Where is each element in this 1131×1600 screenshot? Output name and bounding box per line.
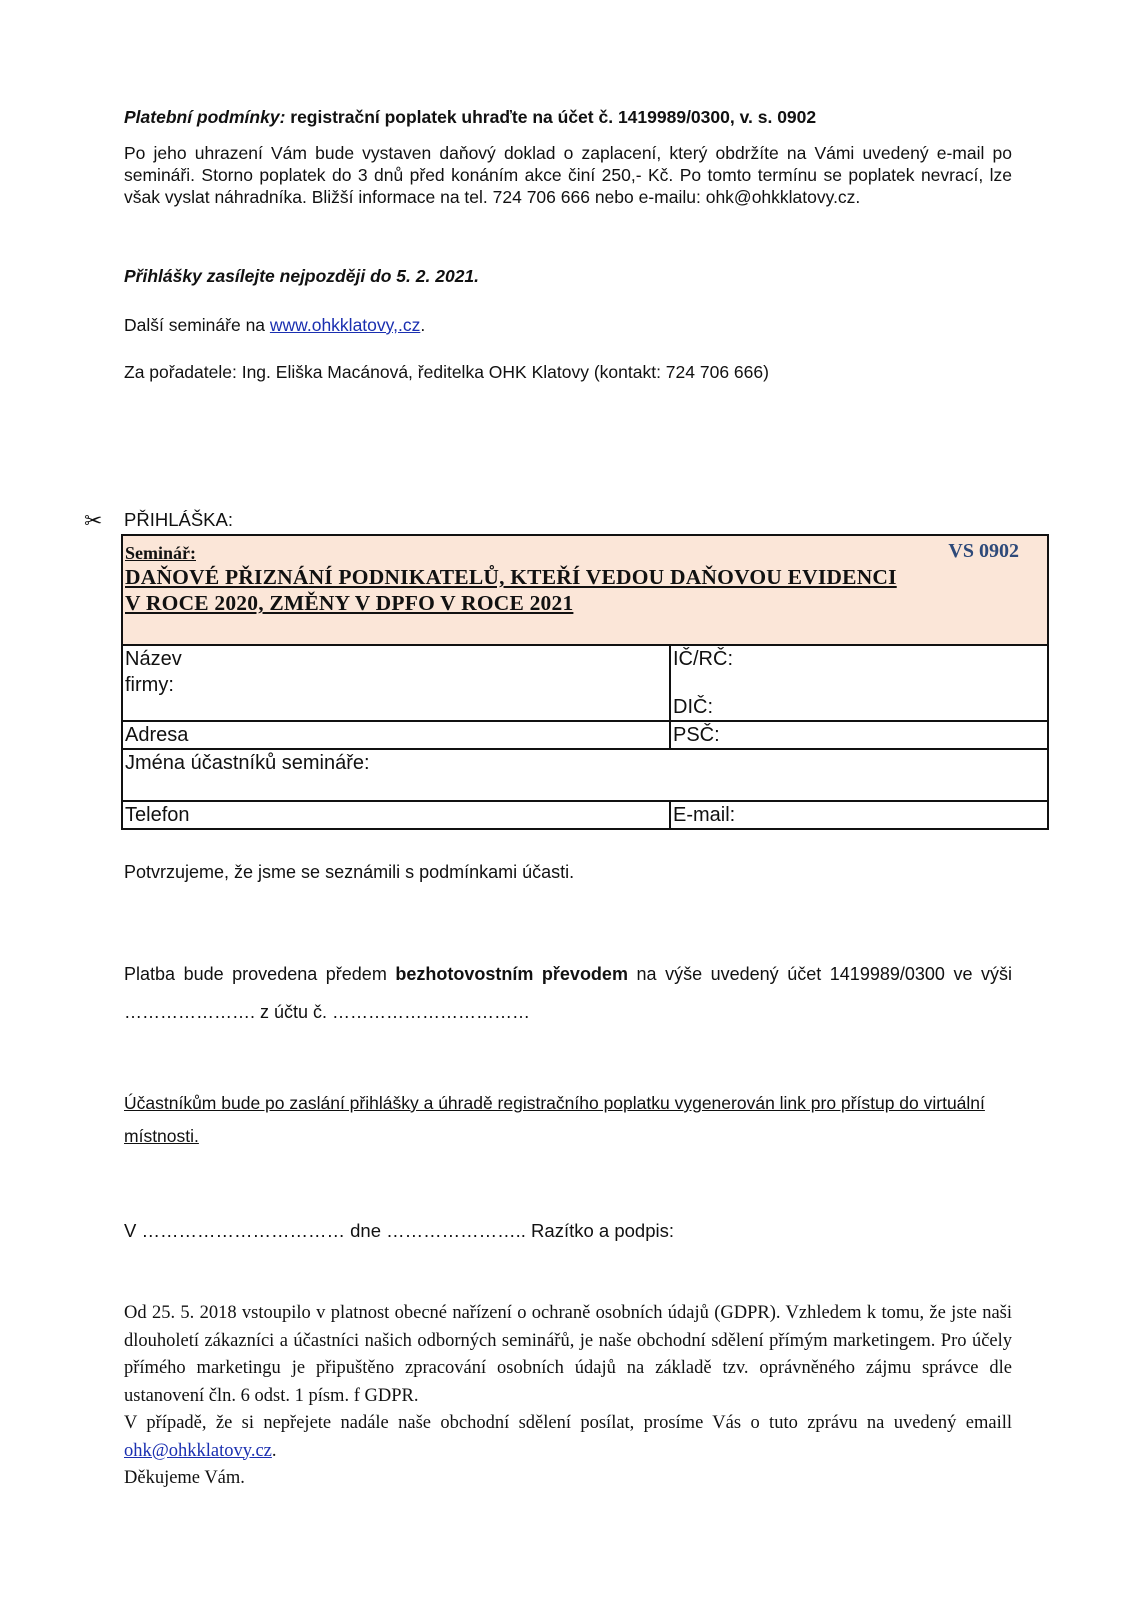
seminar-label: Seminář: xyxy=(125,543,196,563)
address-label: Adresa xyxy=(125,724,189,746)
further-suffix: . xyxy=(420,315,426,335)
payment-part-1: Platba bude provedena předem xyxy=(124,964,396,984)
payment-paragraph xyxy=(124,955,1012,1031)
gdpr-text-suffix: . xyxy=(271,1440,277,1461)
email-label: E-mail: xyxy=(673,804,736,826)
payment-terms-label: Platební podmínky: xyxy=(124,107,286,127)
phone-label: Telefon xyxy=(125,804,190,826)
phone-field[interactable] xyxy=(122,801,670,829)
ic-label: IČ/RČ: xyxy=(673,648,733,670)
gdpr-email-link[interactable]: ohk@ohkklatovy.cz xyxy=(124,1440,272,1461)
variable-symbol: VS 0902 xyxy=(948,540,1019,562)
seminar-title-line-2: V ROCE 2020, ZMĚNY V DPFO V ROCE 2021 xyxy=(125,591,574,615)
further-prefix: Další semináře na xyxy=(124,315,270,335)
seminar-title-line-1: DAŇOVÉ PŘIZNÁNÍ PODNIKATELŮ, KTEŘÍ VEDOU DAŇOVOU EVIDENCI xyxy=(125,565,897,589)
terms-paragraph: Po jeho uhrazení Vám bude vystaven daňový doklad o zaplacení, který obdržíte na Vámi uvedený e-mail po semináři. Storno poplatek do 3 dnů před konáním akce činí 250,- Kč. Po tomto termínu se poplatek nevrací, lze však vyslat náhradníka. Bližší informace na tel. 724 706 666 nebo e-mailu: ohk@ohkklatovy.cz. xyxy=(124,143,1012,207)
gdpr-thanks: Děkujeme Vám. xyxy=(124,1468,245,1488)
email-field[interactable] xyxy=(670,801,1048,829)
participants-field[interactable] xyxy=(122,749,1048,801)
virtual-room-notice: Účastníkům bude po zaslání přihlášky a úhradě registračního poplatku vygenerován link pro přístup do virtuální místnosti. xyxy=(124,1093,985,1146)
payment-method: bezhotovostním převodem xyxy=(395,964,628,984)
further-seminars xyxy=(124,315,1012,336)
gdpr-text-prefix: V případě, že si nepřejete nadále naše obchodní sdělení posílat, prosíme Vás o tuto zprávu na uvedený emaill xyxy=(124,1413,1012,1433)
form-heading: PŘIHLÁŠKA: xyxy=(124,509,233,530)
participants-label: Jména účastníků semináře: xyxy=(125,752,370,774)
website-link[interactable]: www.ohkklatovy,.cz xyxy=(269,315,421,335)
psc-field[interactable] xyxy=(670,721,1048,749)
ic-dic-field[interactable] xyxy=(670,645,1048,721)
gdpr-paragraph-1: Od 25. 5. 2018 vstoupilo v platnost obecné nařízení o ochraně osobních údajů (GDPR). Vzhledem k tomu, že jste naši dlouholetí zákazníci a účastníci našich odborných seminářů, je naše obchodní sdělení přímým marketingem. Pro účely přímého marketingu je připuštěno zpracování osobních údajů na základě tzv. oprávněného zájmu správce dle ustanovení čln. 6 odst. 1 písm. f GDPR. xyxy=(124,1303,1012,1406)
deadline-notice: Přihlášky zasílejte nejpozději do 5. 2. 2021. xyxy=(124,266,480,286)
payment-terms-header xyxy=(124,107,1012,128)
dic-label: DIČ: xyxy=(673,696,713,718)
organizer-line: Za pořadatele: Ing. Eliška Macánová, ředitelka OHK Klatovy (kontakt: 724 706 666) xyxy=(124,362,769,382)
registration-form-table xyxy=(121,534,1049,830)
signature-line: V …………………………… dne ………………….. Razítko a podpis: xyxy=(124,1220,674,1241)
payment-part-2: na výše uvedený účet 1419989/0300 ve výši …………………. z účtu č. …………………………… xyxy=(124,964,1013,1022)
payment-terms-text: registrační poplatek uhraďte na účet č. 1419989/0300, v. s. 0902 xyxy=(285,107,817,127)
gdpr-paragraph-2 xyxy=(124,1410,1012,1465)
company-name-field[interactable] xyxy=(122,645,670,721)
psc-label: PSČ: xyxy=(673,724,720,746)
address-field[interactable] xyxy=(122,721,670,749)
confirmation-text: Potvrzujeme, že jsme se seznámili s podmínkami účasti. xyxy=(124,862,575,882)
company-label-line-2: firmy: xyxy=(125,674,174,696)
gdpr-notice xyxy=(124,1300,1012,1493)
seminar-title xyxy=(125,564,897,616)
company-label-line-1: Název xyxy=(125,648,182,670)
scissors-icon: ✂ xyxy=(84,508,103,533)
seminar-cell xyxy=(122,535,1048,645)
